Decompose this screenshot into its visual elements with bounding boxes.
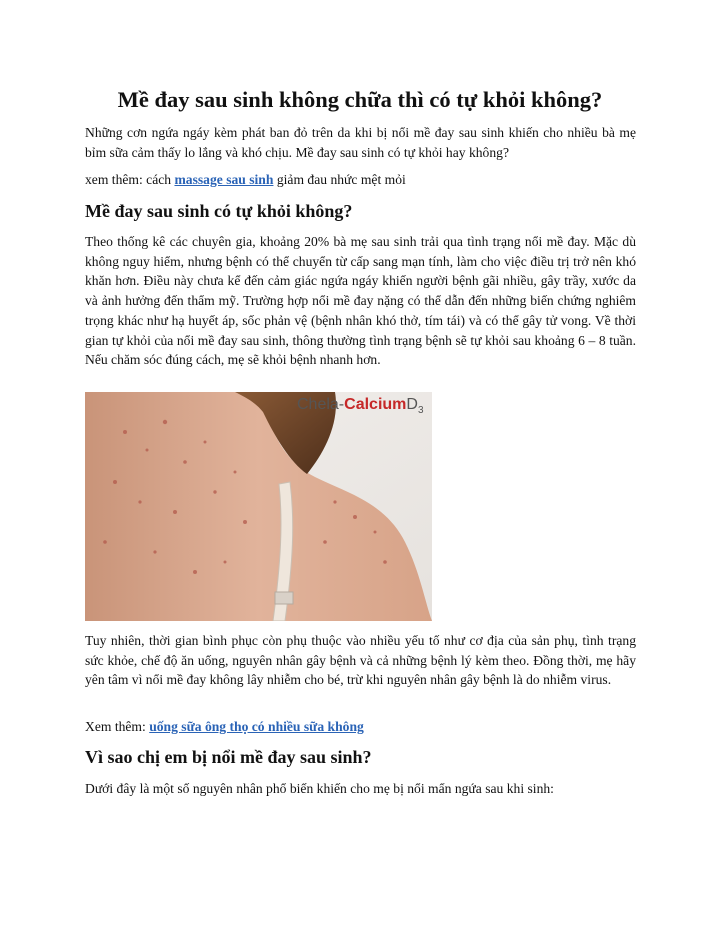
- brand-logo: [297, 396, 424, 416]
- section-2-body: Dưới đây là một số nguyên nhân phổ biến khiến cho mẹ bị nổi mẩn ngứa sau khi sinh:: [85, 781, 554, 796]
- see-more-paragraph: [85, 170, 636, 190]
- brand-subscript: 3: [417, 405, 424, 417]
- brand-suffix: D: [406, 396, 418, 413]
- massage-sau-sinh-link[interactable]: massage sau sinh: [174, 172, 274, 187]
- brand-main: Calcium: [344, 396, 407, 413]
- page-title: Mề đay sau sinh không chữa thì có tự khỏi không?: [117, 87, 603, 112]
- sua-ong-tho-link[interactable]: uống sữa ông thọ có nhiều sữa không: [149, 719, 364, 734]
- brand-prefix: Chela-: [297, 396, 345, 413]
- see-more-paragraph-2: [85, 717, 636, 737]
- shoulder-rash-photo: [85, 392, 432, 621]
- paragraph-2: Tuy nhiên, thời gian bình phục còn phụ thuộc vào nhiều yếu tố như cơ địa của sản phụ, tình trạng sức khỏe, chế độ ăn uống, nguyên nhân gây bệnh và cả những bệnh lý kèm theo. Đồng thời, mẹ hãy yên tâm vì nổi mề đay không lây nhiễm cho bé, trừ khi nguyên nhân gây bệnh là do nhiễm virus.: [85, 633, 636, 688]
- see-more-prefix: xem thêm: cách: [85, 172, 175, 187]
- photo-illustration: [85, 392, 432, 621]
- see-more-2-prefix: Xem thêm:: [85, 719, 150, 734]
- section-heading-1: Mề đay sau sinh có tự khỏi không?: [85, 201, 353, 221]
- see-more-suffix: giảm đau nhức mệt mỏi: [273, 172, 406, 187]
- section-heading-2: Vì sao chị em bị nổi mề đay sau sinh?: [85, 747, 372, 767]
- section-1-body: Theo thống kê các chuyên gia, khoảng 20% bà mẹ sau sinh trải qua tình trạng nổi mề đay. Mặc dù không nguy hiểm, nhưng bệnh có thể chuyển từ cấp sang mạn tính, làm cho việc điều trị trở nên khó khăn hơn. Điều này chưa kể đến cảm giác ngứa ngáy khiến người bệnh gãi nhiều, gây trầy, xước da và ảnh hưởng đến thẩm mỹ. Trường hợp nổi mề đay nặng có thể dẫn đến những biến chứng nghiêm trọng khác như hạ huyết áp, sốc phản vệ (bệnh nhân khó thở, tím tái) và có thể gây tử vong. Về thời gian tự khỏi của nổi mề đay sau sinh, thông thường tình trạng bệnh sẽ tự khỏi sau khoảng 6 – 8 tuần. Nếu chăm sóc đúng cách, mẹ sẽ khỏi bệnh nhanh hơn.: [85, 234, 636, 368]
- intro-paragraph: Những cơn ngứa ngáy kèm phát ban đỏ trên da khi bị nổi mề đay sau sinh khiến cho nhiều bà mẹ bỉm sữa cảm thấy lo lắng và khó chịu. Mề đay sau sinh có tự khỏi hay không?: [85, 125, 636, 160]
